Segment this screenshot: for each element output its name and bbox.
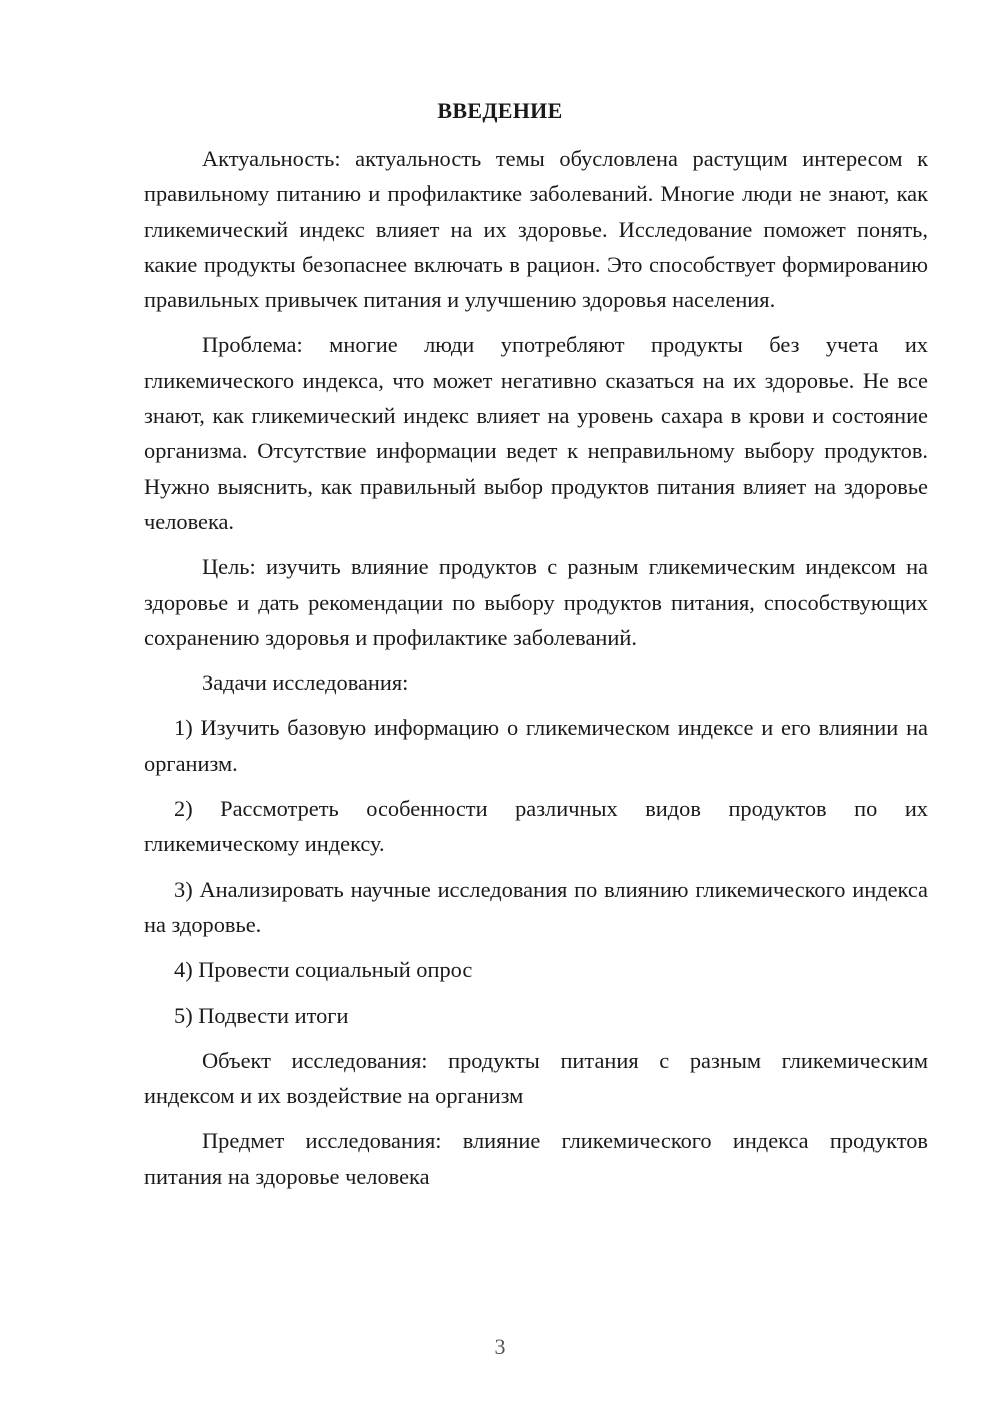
paragraph-object: Объект исследования: продукты питания с разным гликемическим индексом и их воздействие на организм	[144, 1047, 928, 1109]
paragraph-tasks-intro: Задачи исследования:	[202, 670, 409, 696]
body-text	[144, 141, 928, 1204]
task-item: 5) Подвести итоги	[174, 1002, 349, 1028]
task-item: 3) Анализировать научные исследования по влиянию гликемического индекса на здоровье.	[144, 876, 928, 937]
paragraph-subject: Предмет исследования: влияние гликемического индекса продуктов питания на здоровье человека	[144, 1128, 928, 1189]
paragraph-goal: Цель: изучить влияние продуктов с разным гликемическим индексом на здоровье и дать рекомендации по выбору продуктов питания, способствующих сохранению здоровья и профилактике заболеваний.	[144, 554, 928, 650]
section-heading: ВВЕДЕНИЕ	[437, 98, 563, 123]
paragraph-relevance: Актуальность: актуальность темы обусловлена растущим интересом к правильному питанию и профилактике заболеваний. Многие люди не знают, как гликемический индекс влияет на их здоровье. Исследование поможет понять, какие продукты безопаснее включать в рацион. Это способствует формированию правильных привычек питания и улучшению здоровья населения.	[144, 146, 928, 313]
task-item: 4) Провести социальный опрос	[174, 957, 473, 983]
paragraph-problem: Проблема: многие люди употребляют продукты без учета их гликемического индекса, что может негативно сказаться на их здоровье. Не все знают, как гликемический индекс влияет на уровень сахара в крови и состояние организма. Отсутствие информации ведет к неправильному выбору продуктов. Нужно выяснить, как правильный выбор продуктов питания влияет на здоровье человека.	[144, 332, 928, 534]
page-number: 3	[494, 1334, 506, 1359]
task-item: 2) Рассмотреть особенности различных видов продуктов по их гликемическому индексу.	[144, 796, 928, 857]
task-item: 1) Изучить базовую информацию о гликемическом индексе и его влиянии на организм.	[144, 715, 928, 776]
